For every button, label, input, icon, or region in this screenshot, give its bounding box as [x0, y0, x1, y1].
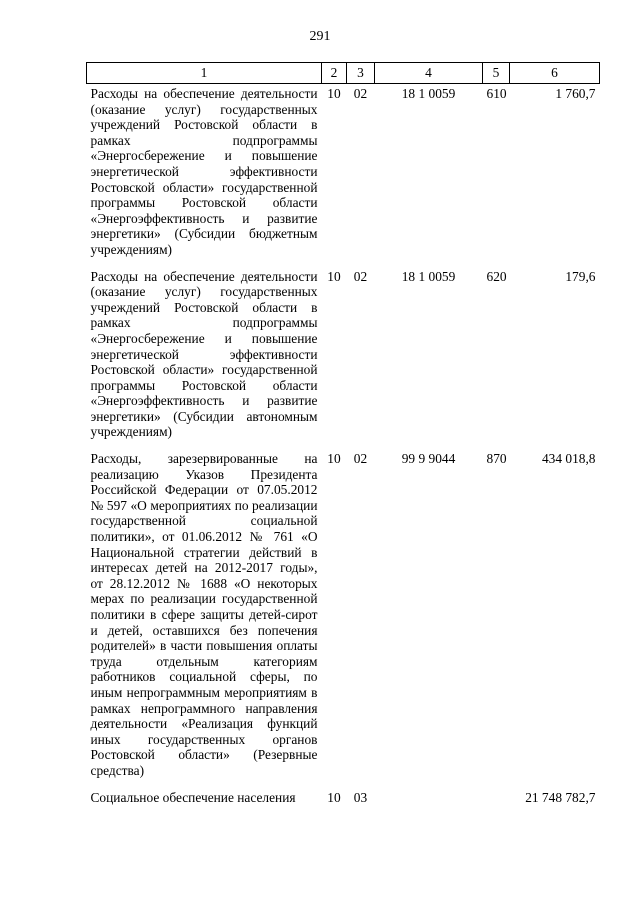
column-header-5: 5: [483, 63, 510, 84]
row-amount: 179,6: [565, 268, 596, 284]
row-expense-type: 620: [486, 268, 507, 284]
column-header-3: 3: [347, 63, 375, 84]
row-section: 10: [327, 789, 341, 805]
row-name: Расходы на обеспечение деятельности (оказание услуг) государственных учреждений Ростовской области в рамках подпрограммы «Энергосбережение и повышение энергетической эффективности Ростовской области» государственной программы Ростовской области «Энергоэффективность и развитие энергетики» (Субсидии автономным учреждениям): [90, 268, 318, 440]
page-number: 291: [309, 29, 331, 44]
row-target-article: 18 1 0059: [401, 268, 456, 284]
row-amount: 1 760,7: [555, 86, 596, 101]
row-section: 10: [327, 451, 341, 467]
row-target-article: [375, 788, 483, 815]
table-row: [87, 84, 600, 267]
row-amount: 21 748 782,7: [525, 789, 596, 805]
row-target-article: 99 9 9044: [401, 451, 456, 467]
column-header-2: 2: [322, 63, 347, 84]
table-row: [87, 788, 600, 815]
row-amount: 434 018,8: [541, 451, 596, 467]
column-header-4: 4: [375, 63, 483, 84]
table-row: [87, 449, 600, 787]
column-header-1: 1: [87, 63, 322, 84]
row-expense-type: [483, 788, 510, 815]
row-expense-type: 870: [486, 451, 507, 467]
table-row: [87, 267, 600, 450]
row-subsection: 03: [353, 789, 368, 805]
budget-table: [86, 62, 600, 814]
row-section: 10: [327, 86, 341, 101]
column-header-6: 6: [510, 63, 600, 84]
table-header-row: [87, 63, 600, 84]
row-subsection: 02: [353, 86, 368, 101]
row-name: Социальное обеспечение населения: [90, 789, 296, 805]
row-name: Расходы на обеспечение деятельности (оказание услуг) государственных учреждений Ростовской области в рамках подпрограммы «Энергосбережение и повышение энергетической эффективности Ростовской области» государственной программы Ростовской области «Энергоэффективность и развитие энергетики» (Субсидии бюджетным учреждениям): [90, 86, 318, 257]
row-name: Расходы, зарезервированные на реализацию Указов Президента Российской Федерации от 07.05.2012 № 597 «О мероприятиях по реализации государственной социальной политики», от 01.06.2012 № 761 «О Национальной стратегии действий в интересах детей на 2012-2017 годы», от 28.12.2012 № 1688 «О некоторых мерах по реализации государственной политики в сфере защиты детей-сирот и детей, оставшихся без попечения родителей» в части повышения оплаты труда отдельным категориям работников социальной сферы, по иным непрограммным мероприятиям в рамках непрограммного направления деятельности «Реализация функций иных государственных органов Ростовской области» (Резервные средства): [90, 451, 318, 778]
row-section: 10: [327, 268, 341, 284]
row-subsection: 02: [353, 451, 368, 467]
row-expense-type: 610: [486, 86, 507, 101]
row-subsection: 02: [353, 268, 368, 284]
row-target-article: 18 1 0059: [401, 86, 456, 101]
